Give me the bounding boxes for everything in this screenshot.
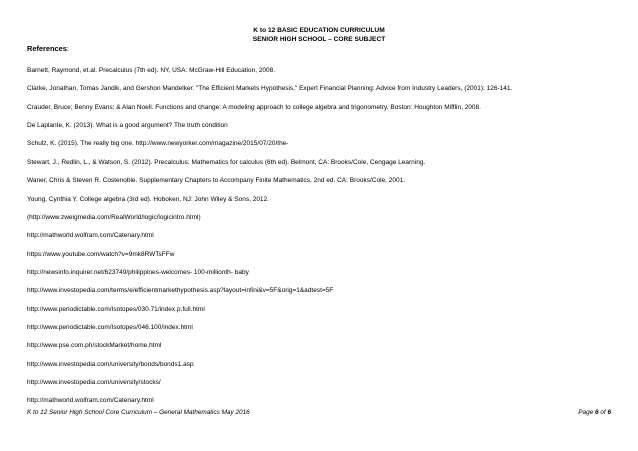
references-heading [27,44,69,53]
reference-link[interactable]: http://www.periodictable.com/Isotopes/046.100/index.html [27,324,193,332]
header-line-subject: SENIOR HIGH SCHOOL – CORE SUBJECT [252,35,386,43]
reference-link[interactable]: http://www.investopedia.com/university/stocks/ [27,379,161,387]
reference-link[interactable]: http://www.investopedia.com/university/bonds/bonds1.asp [27,360,194,368]
page-label: Page [578,409,594,416]
reference-link[interactable]: (http://www.zweigmedia.com/RealWorld/logic/logicintro.html) [27,213,201,221]
page-total: 6 [607,409,611,416]
reference-item: Stewart, J., Redlin, L., & Watson, S. (2012). Precalculus: Mathematics for calculus (6th ed). Belmont, CA: Brooks/Cole, Cengage Learning. [27,158,426,166]
references-heading-colon: : [66,44,69,53]
reference-item: Waner, Chris & Steven R. Costenoble. Supplementary Chapters to Accompany Finite Mathematics, 2nd ed. CA: Brooks/Cole, 2001. [27,177,406,185]
reference-link[interactable]: http://mathworld.wolfram.com/Catenary.html [27,232,154,240]
reference-item: Young, Cynthia Y. College algebra (3rd ed). Hoboken, NJ: John Wiley & Sons, 2012. [27,195,269,203]
page-current: 6 [594,409,599,416]
reference-link[interactable]: http://www.pse.com.ph/stockMarket/home.html [27,342,162,350]
page-footer [27,408,611,417]
reference-link[interactable]: http://www.investopedia.com/terms/e/efficientmarkethypothesis.asp?layout=infini&v=5F&orig=1&adtest=5F [27,287,334,295]
reference-item: Clarke, Jonathan, Tomas Jandik, and Gershon Mandelker. "The Efficient Markets Hypothesis," Expert Financial Planning: Advice from Industry Leaders, (2001): 126-141. [27,85,513,93]
references-heading-text: References [27,44,67,53]
reference-item: Barnett, Raymond, et.al. Precalculus (7th ed). NY, USA: McGraw-Hill Education, 2008. [27,67,276,74]
footer-curriculum-title: K to 12 Senior High School Core Curriculum – General Mathematics May 2016 [27,409,250,416]
reference-link[interactable]: http://www.periodictable.com/Isotopes/030.71/index.p.full.html [27,305,205,313]
page-of-label: of [600,409,606,416]
reference-item: De Laplante, K. (2013). What is a good argument? The truth condition [27,122,228,130]
reference-item: Schulz, K. (2015). The really big one. http://www.newyorker.com/magazine/2015/07/20/the- [27,140,289,148]
reference-item: Crauder, Bruce; Benny Evans; & Alan Noell. Functions and change: A modeling approach to college algebra and trigonometry. Boston: Houghton Mifflin, 2008. [27,103,481,111]
reference-link[interactable]: http://newsinfo.inquirer.net/623749/philippines-welcomes- 100-millionth- baby [27,268,249,276]
references-list [27,67,617,416]
reference-link[interactable]: http://mathworld.wolfram.com/Catenary.html [27,397,154,405]
reference-link[interactable]: https://www.youtube.com/watch?v=9mk8RWTsFFw [27,250,175,258]
document-header [0,27,638,44]
header-line-curriculum: K to 12 BASIC EDUCATION CURRICULUM [253,27,385,34]
page-number [578,408,611,417]
